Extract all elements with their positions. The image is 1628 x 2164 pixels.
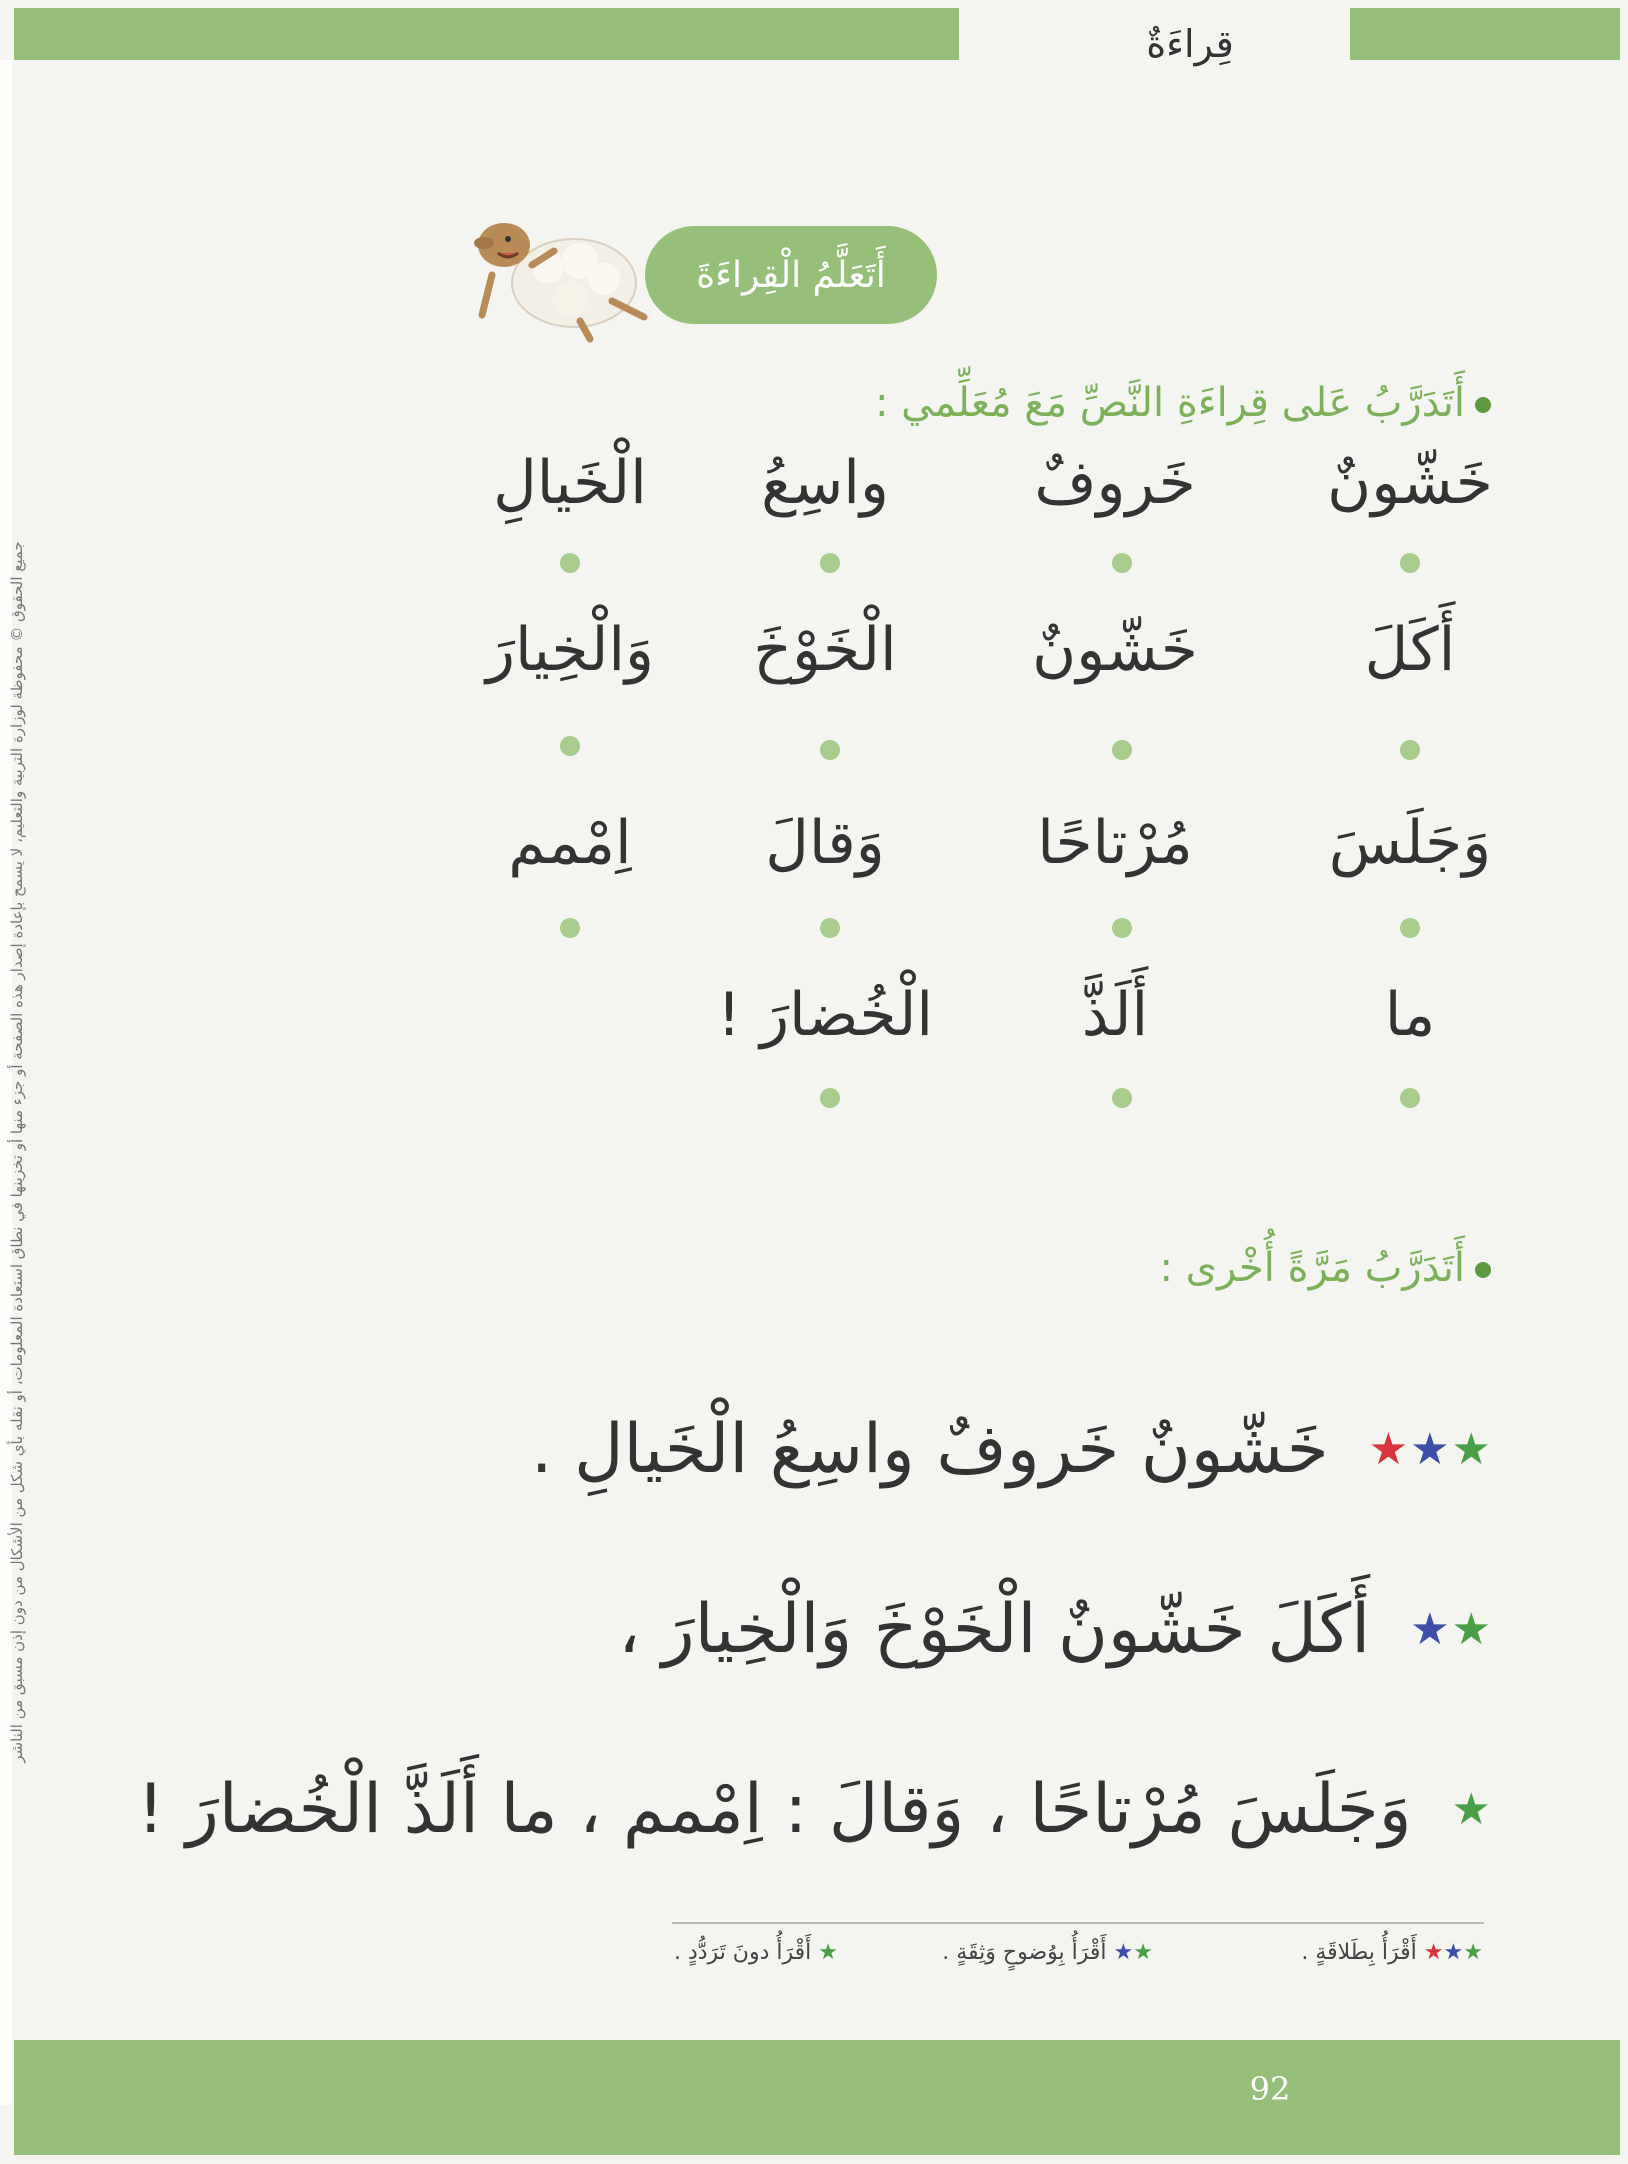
- section-badge: [645, 226, 937, 324]
- sheep-illustration: [462, 205, 652, 345]
- bullet-dot-icon: [1475, 1262, 1491, 1278]
- legend-one-star: [674, 1940, 838, 1965]
- three-star-icon: ★★★: [1423, 1940, 1483, 1965]
- grid-word: الْخَوْخَ: [753, 615, 897, 685]
- legend-divider: [672, 1922, 1484, 1924]
- grid-word: مُرْتاحًا: [1037, 808, 1193, 878]
- two-star-icon: ★★: [1113, 1940, 1153, 1965]
- legend-two-stars: [942, 1940, 1153, 1965]
- grid-word: أَكَلَ: [1364, 615, 1456, 685]
- page-number: 92: [1249, 2070, 1291, 2108]
- word-dot: [820, 740, 840, 760]
- word-dot: [1400, 553, 1420, 573]
- grid-word: خَشّونٌ: [1327, 448, 1493, 518]
- instruction-practice-again: [1159, 1245, 1491, 1291]
- instruction-text: أَتَدَرَّبُ عَلى قِراءَةِ النَّصِّ مَعَ مُعَلِّمي :: [874, 380, 1465, 426]
- page-title: قِراءَةٌ: [1146, 22, 1234, 66]
- grid-word: الْخَيالِ: [493, 448, 647, 518]
- section-badge-label: أَتَعَلَّمُ الْقِراءَةَ: [696, 254, 886, 296]
- word-dot: [1400, 1088, 1420, 1108]
- grid-word: خَروفٌ: [1034, 448, 1196, 518]
- sentence-text: وَجَلَسَ مُرْتاحًا ، وَقالَ : اِمْمم ، ما أَلَذَّ الْخُضارَ !: [137, 1770, 1412, 1849]
- word-dot: [1112, 1088, 1132, 1108]
- word-dot: [820, 1088, 840, 1108]
- grid-word: أَلَذَّ: [1081, 980, 1149, 1050]
- copyright-notice: جميع الحقوق © محفوظة لوزارة التربية والتعليم، لا يسمح بإعادة إصدار هذه الصفحة أو جزء منها أو تخزينها في نطاق استعادة المعلومات، أو نقله بأي شكل من الأشكال من دون إذن مسبق من الناشر: [8, 541, 26, 1763]
- practice-sentence-1: [531, 1410, 1493, 1489]
- grid-word: واسِعُ: [761, 448, 889, 518]
- grid-word: ما: [1384, 980, 1436, 1050]
- word-dot: [1112, 740, 1132, 760]
- word-dot: [1400, 918, 1420, 938]
- grid-word: الْخُضارَ !: [716, 980, 934, 1050]
- grid-word: وَجَلَسَ: [1328, 808, 1492, 878]
- one-star-icon: ★: [818, 1940, 838, 1965]
- word-dot: [820, 553, 840, 573]
- word-dot: [820, 918, 840, 938]
- three-star-rating-icon: ★★★: [1368, 1424, 1493, 1475]
- footer-bar: [14, 2040, 1620, 2155]
- legend-three-stars: [1301, 1940, 1483, 1965]
- instruction-read-with-teacher: [875, 380, 1491, 426]
- word-dot: [560, 918, 580, 938]
- practice-sentence-2: [618, 1590, 1493, 1669]
- legend-text: أَقْرَأُ بِطَلاقَةٍ .: [1301, 1940, 1417, 1965]
- word-dot: [560, 553, 580, 573]
- legend-text: أَقْرَأُ بِوُضوحٍ وَثِقَةٍ .: [942, 1940, 1107, 1965]
- legend-text: أَقْرَأُ دونَ تَرَدُّدٍ .: [673, 1940, 812, 1965]
- word-dot: [1400, 740, 1420, 760]
- bullet-dot-icon: [1475, 397, 1491, 413]
- grid-word: اِمْمم: [508, 808, 632, 878]
- grid-word: وَقالَ: [765, 808, 885, 878]
- grid-word: خَشّونٌ: [1032, 615, 1198, 685]
- header-bar-left: [14, 8, 959, 60]
- sentence-text: خَشّونٌ خَروفٌ واسِعُ الْخَيالِ .: [530, 1410, 1329, 1489]
- one-star-rating-icon: ★: [1451, 1784, 1493, 1835]
- word-dot: [1112, 918, 1132, 938]
- grid-word: وَالْخِيارَ: [485, 615, 655, 685]
- instruction-text: أَتَدَرَّبُ مَرَّةً أُخْرى :: [1159, 1245, 1465, 1291]
- word-dot: [1112, 553, 1132, 573]
- sentence-text: أَكَلَ خَشّونٌ الْخَوْخَ وَالْخِيارَ ،: [618, 1590, 1371, 1669]
- header-bar-right: [1350, 8, 1620, 60]
- practice-sentence-3: [137, 1770, 1493, 1849]
- two-star-rating-icon: ★★: [1410, 1604, 1493, 1655]
- word-dot: [560, 736, 580, 756]
